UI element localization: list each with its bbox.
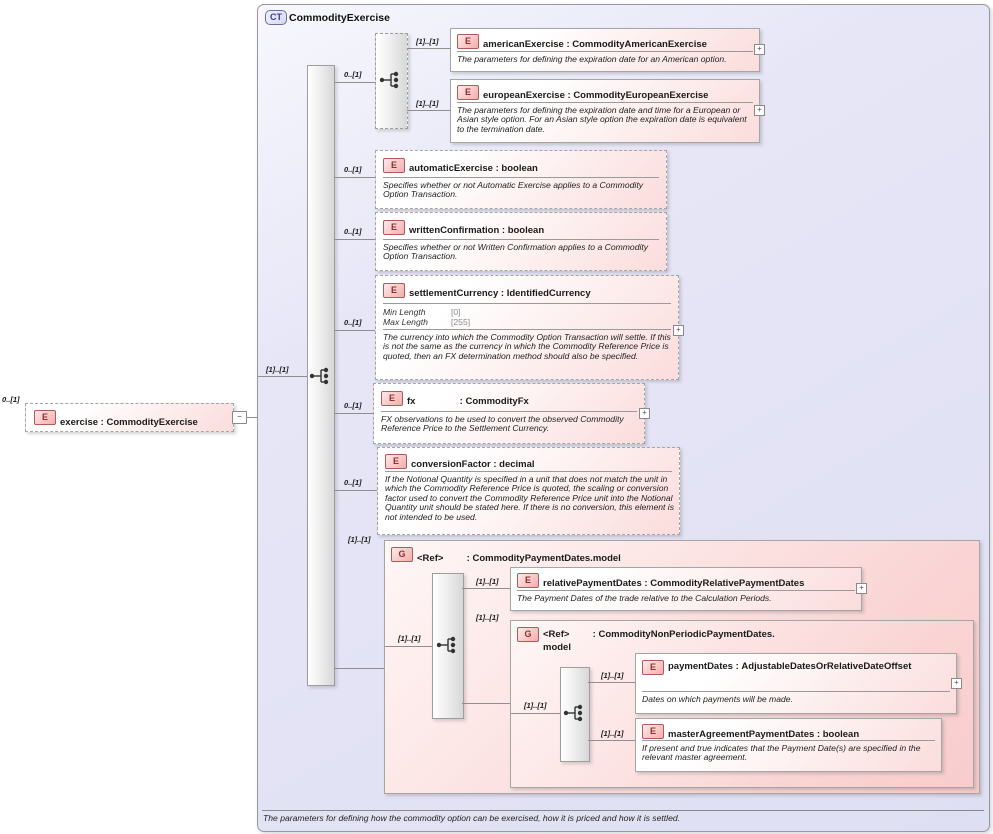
expand-button[interactable]: + xyxy=(673,325,684,336)
divider xyxy=(381,411,637,412)
colon-separator xyxy=(814,724,822,741)
element-box-settlement-currency[interactable] xyxy=(375,275,679,380)
element-box-master-agreement-payment-dates[interactable] xyxy=(635,718,942,772)
element-name: automaticExercise xyxy=(409,163,493,174)
connector-line xyxy=(511,713,560,714)
complex-type-title: CommodityExercise xyxy=(289,12,390,24)
element-badge: E xyxy=(642,724,664,739)
element-doc: If present and true indicates that the Payment Date(s) are specified in the relevant master agreement. xyxy=(642,743,921,763)
element-name: relativePaymentDates xyxy=(543,578,642,589)
element-type: boolean xyxy=(507,225,545,236)
divider xyxy=(383,177,659,178)
element-name: americanExercise xyxy=(483,39,564,50)
element-box-relative-payment-dates[interactable] xyxy=(510,567,862,611)
cardinality-label-choice: 0..[1] xyxy=(344,70,362,79)
connector-line xyxy=(258,376,307,377)
element-type: decimal xyxy=(499,459,535,470)
connector-line xyxy=(334,668,384,669)
cardinality-label-written: 0..[1] xyxy=(344,227,362,236)
expand-button[interactable]: + xyxy=(951,678,962,689)
element-badge: E xyxy=(383,283,405,298)
facet-max-length-value: [255] xyxy=(451,317,471,327)
footer-divider xyxy=(262,810,984,811)
element-doc: If the Notional Quantity is specified in a unit that does not match the unit in which the Commodity Reference Price is quoted, the scaling or conversion factor used to convert the Commodity Reference Price unit into the Notional Quantity unit should be stated here. If there is no conversion, this element is not intended to be used. xyxy=(385,474,675,522)
cardinality-label-group-content: [1]..[1] xyxy=(398,634,421,643)
expand-button[interactable]: + xyxy=(639,408,650,419)
element-doc: Specifies whether or not Automatic Exercise applies to a Commodity Option Transaction. xyxy=(383,180,643,200)
element-type: IdentifiedCurrency xyxy=(506,288,591,299)
element-box-written-confirmation[interactable] xyxy=(375,212,667,271)
colon-separator xyxy=(499,220,507,237)
connector-line xyxy=(334,82,375,83)
element-box-conversion-factor[interactable] xyxy=(377,447,680,535)
cardinality-label-nonperiodic-content: [1]..[1] xyxy=(524,701,547,710)
complex-type-badge: CT xyxy=(265,10,287,25)
element-name: europeanExercise xyxy=(483,90,565,101)
divider xyxy=(457,51,753,52)
element-type: CommodityEuropeanExercise xyxy=(573,90,709,101)
element-name: conversionFactor xyxy=(411,459,491,470)
element-badge: E xyxy=(385,454,407,469)
cardinality-label-payment-dates: [1]..[1] xyxy=(601,671,624,680)
choice-icon xyxy=(378,71,404,89)
connector-line xyxy=(462,703,510,704)
cardinality-label-european: [1]..[1] xyxy=(416,99,439,108)
element-type: CommodityAmericanExercise xyxy=(572,39,707,50)
connector-line xyxy=(334,239,375,240)
element-name: writtenConfirmation xyxy=(409,225,500,236)
group-badge: G xyxy=(517,627,539,642)
divider xyxy=(642,740,935,741)
divider xyxy=(642,691,950,692)
connector-line xyxy=(334,413,373,414)
connector-line xyxy=(407,48,450,49)
expand-button[interactable]: + xyxy=(856,583,867,594)
element-badge: E xyxy=(383,158,405,173)
colon-separator xyxy=(498,283,506,300)
facet-min-length-label: Min Length xyxy=(383,307,426,317)
element-badge: E xyxy=(457,34,479,49)
cardinality-label-relative: [1]..[1] xyxy=(476,577,499,586)
element-badge: E xyxy=(457,85,479,100)
cardinality-label-content: [1]..[1] xyxy=(266,365,289,374)
element-badge: E xyxy=(34,410,56,425)
element-doc: The Payment Dates of the trade relative to the Calculation Periods. xyxy=(517,593,772,603)
element-doc: The parameters for defining the expiration date and time for a European or Asian style option. For an Asian style option the expiration date is equivalent to the termination date. xyxy=(457,105,747,134)
cardinality-label-settlement: 0..[1] xyxy=(344,318,362,327)
element-doc: Specifies whether or not Written Confirmation applies to a Commodity Option Transaction. xyxy=(383,242,649,262)
colon-separator xyxy=(98,412,106,429)
colon-separator xyxy=(564,34,572,51)
cardinality-label-nonperiodic-group: [1]..[1] xyxy=(476,613,499,622)
group-type: CommodityNonPeriodicPaymentDates.model xyxy=(543,629,775,653)
cardinality-label-payment-group: [1]..[1] xyxy=(348,535,371,544)
cardinality-label-fx: 0..[1] xyxy=(344,401,362,410)
connector-line xyxy=(334,490,377,491)
element-name: settlementCurrency xyxy=(409,288,499,299)
colon-separator xyxy=(491,454,499,471)
element-doc: The parameters for defining the expiration date for an American option. xyxy=(457,54,727,64)
cardinality-label-american: [1]..[1] xyxy=(416,37,439,46)
element-box-automatic-exercise[interactable] xyxy=(375,150,667,209)
element-name: exercise xyxy=(60,417,99,428)
element-name: paymentDates xyxy=(668,661,733,672)
facet-min-length-value: [0] xyxy=(451,307,461,317)
connector-line xyxy=(462,588,510,589)
element-badge: E xyxy=(383,220,405,235)
group-name: <Ref> xyxy=(543,629,570,640)
cardinality-label-automatic: 0..[1] xyxy=(344,165,362,174)
cardinality-label-conversion: 0..[1] xyxy=(344,478,362,487)
element-name: fx xyxy=(407,396,416,407)
connector-line xyxy=(334,177,375,178)
element-badge: E xyxy=(517,573,539,588)
group-type: CommodityPaymentDates.model xyxy=(472,553,621,564)
cardinality-label-exercise: 0..[1] xyxy=(2,395,20,404)
divider xyxy=(383,329,671,330)
connector-line xyxy=(246,417,257,418)
element-doc: FX observations to be used to convert the observed Commodity Reference Price to the Settlement Currency. xyxy=(381,414,624,434)
connector-line xyxy=(588,740,635,741)
connector-line xyxy=(407,110,450,111)
colon-separator xyxy=(642,573,650,590)
expand-button[interactable]: + xyxy=(754,105,765,116)
complex-type-doc: The parameters for defining how the commodity option can be exercised, how it is priced and how it is settled. xyxy=(263,813,681,823)
element-box-american-exercise[interactable] xyxy=(450,28,760,72)
element-type: boolean xyxy=(822,729,860,740)
element-name: masterAgreementPaymentDates xyxy=(668,729,815,740)
group-name: <Ref> xyxy=(417,553,444,564)
group-badge: G xyxy=(391,547,413,562)
element-type: CommodityExercise xyxy=(106,417,198,428)
divider xyxy=(383,303,671,304)
expand-button[interactable]: + xyxy=(754,44,765,55)
divider xyxy=(383,239,659,240)
cardinality-label-master-agreement: [1]..[1] xyxy=(601,729,624,738)
divider xyxy=(385,471,672,472)
connector-line xyxy=(588,682,635,683)
element-badge: E xyxy=(381,391,403,406)
element-box-fx[interactable] xyxy=(373,383,645,444)
collapse-handle[interactable]: − xyxy=(232,411,247,424)
sequence-icon xyxy=(435,636,461,654)
element-type: AdjustableDatesOrRelativeDateOffset xyxy=(741,661,912,672)
element-type: CommodityFx xyxy=(465,396,529,407)
element-box-exercise[interactable] xyxy=(25,403,234,432)
element-doc: The currency into which the Commodity Option Transaction will settle. If this is not the same as the currency in which the Commodity Reference Price is quoted, then an FX determination method should also be specified. xyxy=(383,332,671,361)
element-doc: Dates on which payments will be made. xyxy=(642,694,793,704)
sequence-icon xyxy=(562,704,588,722)
facet-max-length-label: Max Length xyxy=(383,317,428,327)
connector-line xyxy=(334,330,375,331)
element-box-payment-dates[interactable] xyxy=(635,653,957,714)
element-badge: E xyxy=(642,660,664,675)
divider xyxy=(517,590,855,591)
element-type: boolean xyxy=(501,163,538,174)
divider xyxy=(457,102,753,103)
sequence-icon xyxy=(308,367,334,385)
connector-line xyxy=(385,646,432,647)
element-type: CommodityRelativePaymentDates xyxy=(650,578,805,589)
element-box-european-exercise[interactable] xyxy=(450,79,760,143)
